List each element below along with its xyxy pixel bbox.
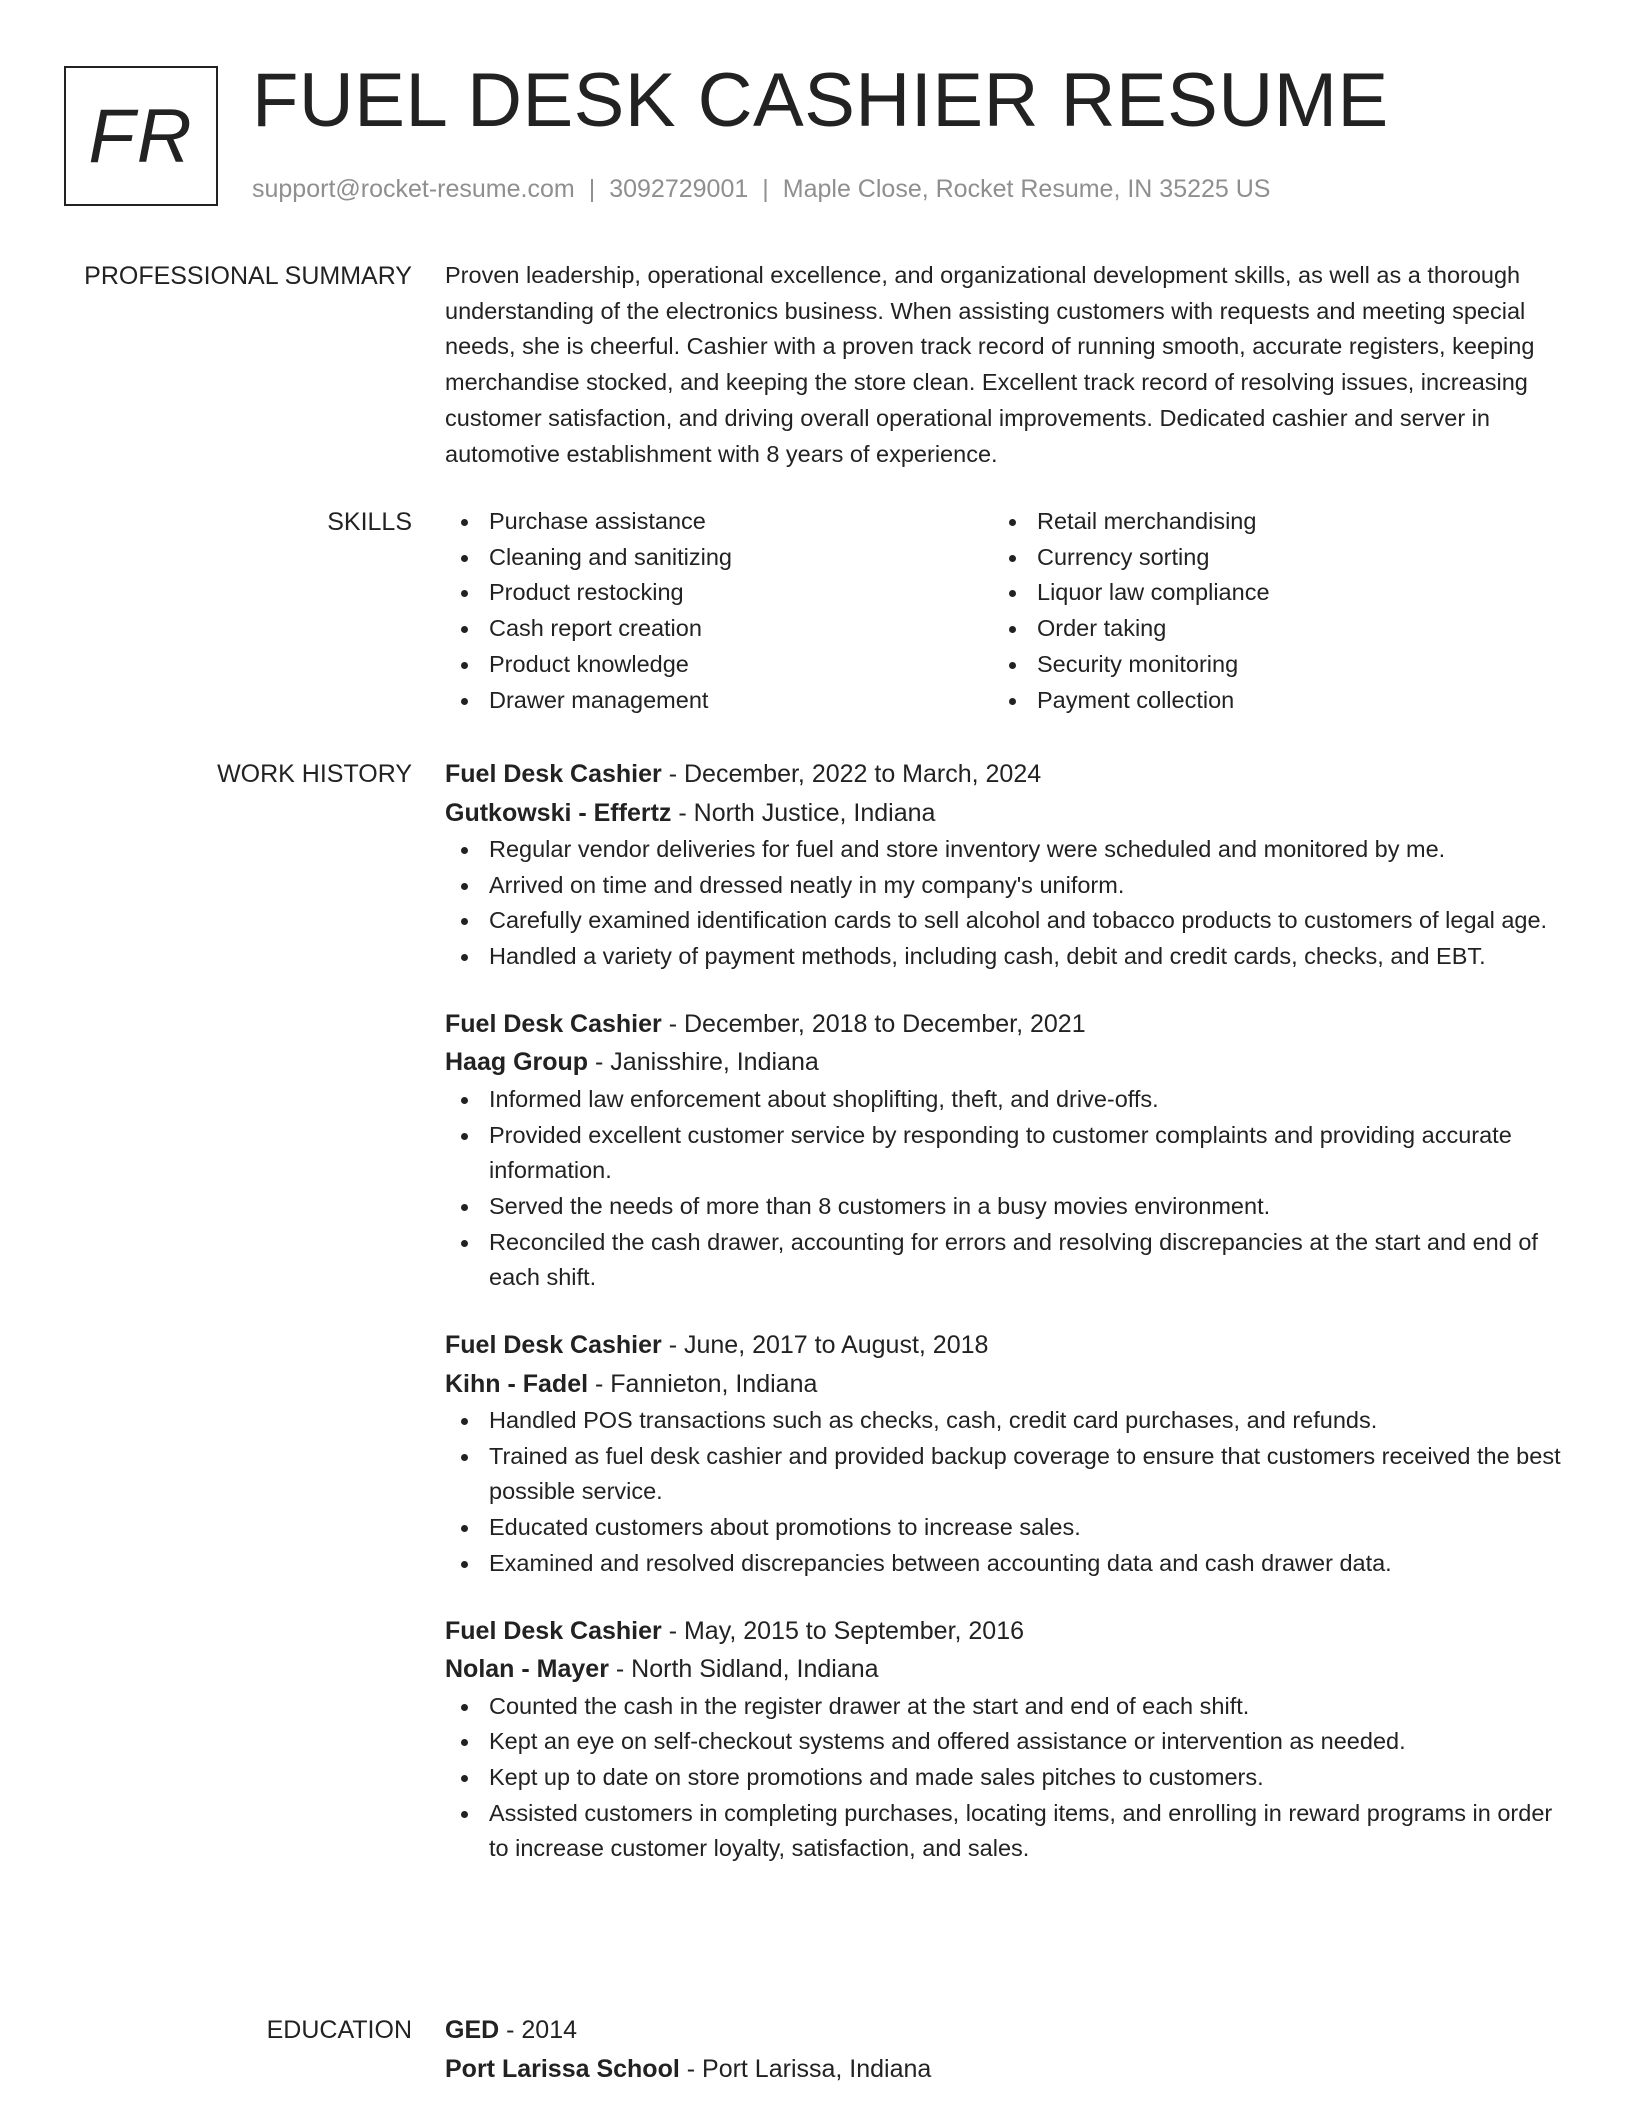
job-location: - North Sidland, Indiana bbox=[608, 1655, 879, 1684]
job-bullet: Trained as fuel desk cashier and provided backup coverage to ensure that customers received the best possible service. bbox=[445, 1439, 1565, 1510]
skill-item: Purchase assistance bbox=[445, 504, 993, 540]
job-entry bbox=[445, 1005, 1565, 1296]
skill-item: Product knowledge bbox=[445, 647, 993, 683]
job-bullet-list bbox=[445, 1082, 1565, 1296]
job-location: - Janisshire, Indiana bbox=[588, 1048, 819, 1077]
job-location: - North Justice, Indiana bbox=[671, 798, 936, 827]
job-bullet: Reconciled the cash drawer, accounting for errors and resolving discrepancies at the start and end of each shift. bbox=[445, 1225, 1565, 1296]
skill-item: Drawer management bbox=[445, 683, 993, 719]
contact-address: Maple Close, Rocket Resume, IN 35225 US bbox=[782, 175, 1271, 203]
job-company-line bbox=[445, 1650, 1565, 1689]
section-label-skills: SKILLS bbox=[327, 508, 412, 536]
job-company: Haag Group bbox=[445, 1048, 589, 1077]
job-entry bbox=[445, 755, 1565, 975]
skill-item: Payment collection bbox=[993, 683, 1541, 719]
job-company: Kihn - Fadel bbox=[445, 1369, 589, 1398]
job-bullet: Kept up to date on store promotions and made sales pitches to customers. bbox=[445, 1760, 1565, 1796]
job-company-line bbox=[445, 1365, 1565, 1404]
job-bullet: Informed law enforcement about shoplifting, theft, and drive-offs. bbox=[445, 1082, 1565, 1118]
skill-item: Cash report creation bbox=[445, 611, 993, 647]
job-bullet: Kept an eye on self-checkout systems and offered assistance or intervention as needed. bbox=[445, 1724, 1565, 1760]
job-bullet: Examined and resolved discrepancies between accounting data and cash drawer data. bbox=[445, 1546, 1565, 1582]
job-bullet: Served the needs of more than 8 customers in a busy movies environment. bbox=[445, 1189, 1565, 1225]
skills-column-right bbox=[993, 504, 1541, 718]
job-company: Nolan - Mayer bbox=[445, 1655, 609, 1684]
job-title-line bbox=[445, 1612, 1565, 1651]
skill-item: Product restocking bbox=[445, 575, 993, 611]
skill-item: Order taking bbox=[993, 611, 1541, 647]
job-bullet: Provided excellent customer service by responding to customer complaints and providing accurate information. bbox=[445, 1118, 1565, 1189]
job-entry bbox=[445, 1612, 1565, 1868]
job-bullet-list bbox=[445, 1689, 1565, 1868]
job-bullet-list bbox=[445, 1403, 1565, 1582]
skill-item: Security monitoring bbox=[993, 647, 1541, 683]
job-bullet: Arrived on time and dressed neatly in my company's uniform. bbox=[445, 868, 1565, 904]
contact-phone[interactable]: 3092729001 bbox=[609, 175, 749, 203]
skill-item: Liquor law compliance bbox=[993, 575, 1541, 611]
section-label-work: WORK HISTORY bbox=[217, 760, 412, 788]
resume-title: FUEL DESK CASHIER RESUME bbox=[252, 58, 1389, 143]
job-title: Fuel Desk Cashier bbox=[445, 1616, 662, 1645]
job-title: Fuel Desk Cashier bbox=[445, 1009, 662, 1038]
monogram: FR bbox=[64, 66, 218, 206]
job-title-line bbox=[445, 1005, 1565, 1044]
contact-separator: | bbox=[588, 175, 596, 203]
section-label-education: EDUCATION bbox=[266, 2016, 412, 2044]
skills-column-left bbox=[445, 504, 993, 718]
skills-grid bbox=[445, 504, 1565, 718]
education-school-line bbox=[445, 2050, 1565, 2089]
job-dates: - June, 2017 to August, 2018 bbox=[661, 1331, 989, 1360]
education-degree-line bbox=[445, 2011, 1565, 2050]
education-school: Port Larissa School bbox=[445, 2054, 680, 2083]
summary-text: Proven leadership, operational excellence, and organizational development skills, as well as a thorough understanding of the electronics business. When assisting customers with requests and meeting special needs, she is cheerful. Cashier with a proven track record of running smooth, accurate registers, keeping merchandise stocked, and keeping the store clean. Excellent track record of resolving issues, increasing customer satisfaction, and driving overall operational improvements. Dedicated cashier and server in automotive establishment with 8 years of experience. bbox=[445, 262, 1535, 467]
job-title: Fuel Desk Cashier bbox=[445, 1331, 662, 1360]
contact-separator: | bbox=[762, 175, 769, 203]
education-degree: GED bbox=[445, 2016, 500, 2044]
job-list bbox=[445, 755, 1565, 1897]
job-bullet: Regular vendor deliveries for fuel and store inventory were scheduled and monitored by me. bbox=[445, 832, 1565, 868]
skill-item: Retail merchandising bbox=[993, 504, 1541, 540]
job-company-line bbox=[445, 794, 1565, 833]
job-bullet: Counted the cash in the register drawer at the start and end of each shift. bbox=[445, 1689, 1565, 1725]
job-dates: - December, 2022 to March, 2024 bbox=[661, 760, 1042, 788]
job-bullet: Handled a variety of payment methods, including cash, debit and credit cards, checks, and EBT. bbox=[445, 939, 1565, 975]
skill-item: Currency sorting bbox=[993, 540, 1541, 576]
job-dates: - December, 2018 to December, 2021 bbox=[661, 1009, 1086, 1038]
contact-line bbox=[252, 174, 1271, 204]
job-bullet-list bbox=[445, 832, 1565, 975]
job-title: Fuel Desk Cashier bbox=[445, 760, 662, 788]
job-entry bbox=[445, 1326, 1565, 1582]
education-year: - 2014 bbox=[499, 2016, 578, 2044]
section-label-summary: PROFESSIONAL SUMMARY bbox=[84, 262, 412, 290]
job-title-line bbox=[445, 1326, 1565, 1365]
education-location: - Port Larissa, Indiana bbox=[679, 2054, 932, 2083]
skill-item: Cleaning and sanitizing bbox=[445, 540, 993, 576]
job-bullet: Assisted customers in completing purchases, locating items, and enrolling in reward programs in order to increase customer loyalty, satisfaction, and sales. bbox=[445, 1796, 1565, 1867]
contact-email[interactable]: support@rocket-resume.com bbox=[252, 175, 575, 203]
job-bullet: Educated customers about promotions to increase sales. bbox=[445, 1510, 1565, 1546]
job-bullet: Carefully examined identification cards to sell alcohol and tobacco products to customers of legal age. bbox=[445, 903, 1565, 939]
job-title-line bbox=[445, 755, 1565, 794]
job-company-line bbox=[445, 1043, 1565, 1082]
job-dates: - May, 2015 to September, 2016 bbox=[661, 1616, 1025, 1645]
job-location: - Fannieton, Indiana bbox=[588, 1369, 818, 1398]
job-bullet: Handled POS transactions such as checks, cash, credit card purchases, and refunds. bbox=[445, 1403, 1565, 1439]
job-company: Gutkowski - Effertz bbox=[445, 798, 672, 827]
